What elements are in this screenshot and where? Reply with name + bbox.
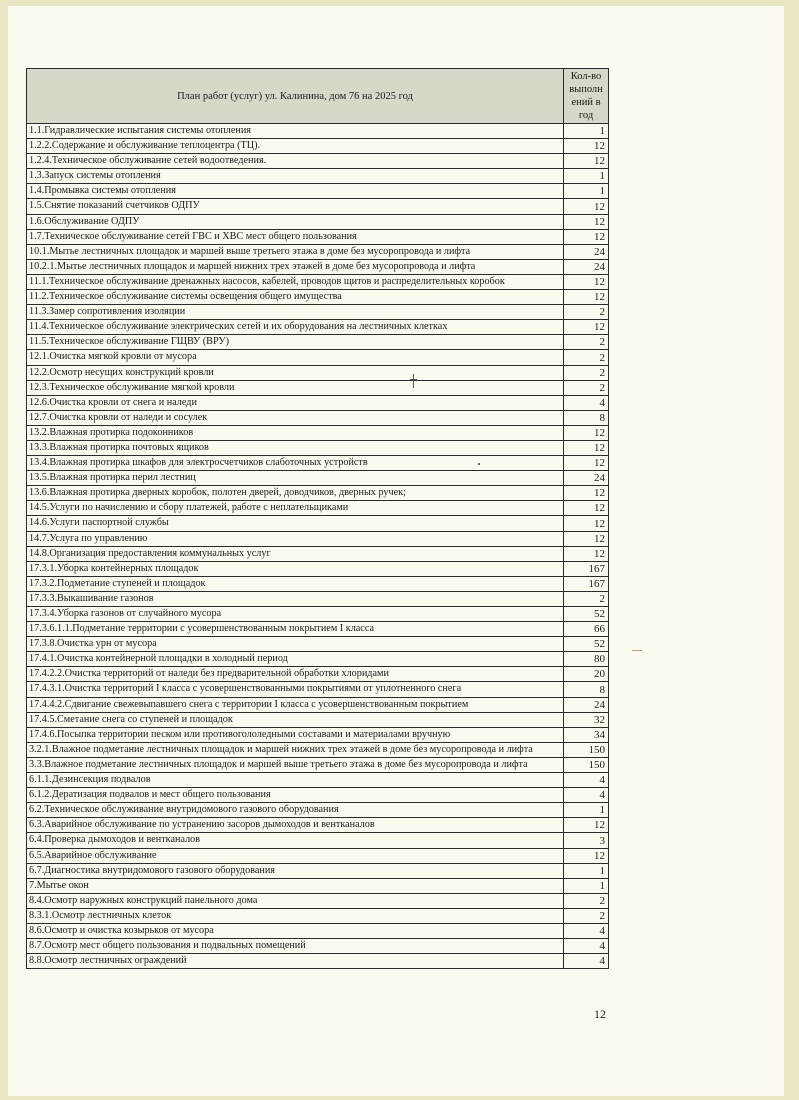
table-row	[27, 320, 609, 335]
work-item-count: 4	[564, 954, 609, 969]
work-item-count: 12	[564, 229, 609, 244]
work-item-name: 8.6.Осмотр и очистка козырьков от мусора	[27, 923, 564, 938]
table-row	[27, 667, 609, 682]
work-item-name: 12.1.Очистка мягкой кровли от мусора	[27, 350, 564, 365]
table-row	[27, 516, 609, 531]
page-number: 12	[594, 1007, 606, 1021]
work-item-count: 52	[564, 607, 609, 622]
work-item-name: 17.3.1.Уборка контейнерных площадок	[27, 561, 564, 576]
work-item-count: 150	[564, 742, 609, 757]
table-row	[27, 893, 609, 908]
work-item-name: 17.3.4.Уборка газонов от случайного мусора	[27, 607, 564, 622]
work-item-name: 10.1.Мытье лестничных площадок и маршей выше третьего этажа в доме без мусоропровода и лифта	[27, 244, 564, 259]
work-item-name: 17.4.4.2.Сдвигание свежевыпавшего снега с территории I класса с усовершенствованным покрытием	[27, 697, 564, 712]
work-item-name: 1.3.Запуск системы отопления	[27, 169, 564, 184]
work-item-name: 8.3.1.Осмотр лестничных клеток	[27, 908, 564, 923]
table-row	[27, 773, 609, 788]
table-header-row	[27, 69, 609, 124]
work-item-name: 11.5.Техническое обслуживание ГЩВУ (ВРУ)	[27, 335, 564, 350]
table-row	[27, 380, 609, 395]
work-item-name: 13.2.Влажная протирка подоконников	[27, 425, 564, 440]
table-row	[27, 637, 609, 652]
work-item-name: 1.2.2.Содержание и обслуживание теплоцентра (ТЦ).	[27, 139, 564, 154]
work-item-count: 4	[564, 923, 609, 938]
work-item-name: 14.7.Услуга по управлению	[27, 531, 564, 546]
table-row	[27, 652, 609, 667]
work-item-name: 6.5.Аварийное обслуживание	[27, 848, 564, 863]
work-item-name: 1.2.4.Техническое обслуживание сетей водоотведения.	[27, 154, 564, 169]
table-row	[27, 561, 609, 576]
work-item-count: 32	[564, 712, 609, 727]
work-item-name: 14.5.Услуги по начислению и сбору платежей, работе с неплательщиками	[27, 501, 564, 516]
work-item-name: 17.4.6.Посыпка территории песком или противогололедными составами и материалами вручную	[27, 727, 564, 742]
table-row	[27, 607, 609, 622]
work-item-count: 4	[564, 773, 609, 788]
work-item-count: 24	[564, 259, 609, 274]
work-item-count: 4	[564, 395, 609, 410]
work-item-count: 12	[564, 818, 609, 833]
table-row	[27, 425, 609, 440]
table-row	[27, 395, 609, 410]
table-row	[27, 939, 609, 954]
work-item-count: 12	[564, 848, 609, 863]
table-row	[27, 878, 609, 893]
table-row	[27, 229, 609, 244]
work-item-name: 1.7.Техническое обслуживание сетей ГВС и ХВС мест общего пользования	[27, 229, 564, 244]
table-row	[27, 923, 609, 938]
work-item-name: 17.3.6.1.1.Подметание территории с усовершенствованным покрытием I класса	[27, 622, 564, 637]
table-row	[27, 456, 609, 471]
table-row	[27, 410, 609, 425]
pen-mark	[413, 374, 414, 388]
work-item-count: 66	[564, 622, 609, 637]
work-item-name: 10.2.1.Мытье лестничных площадок и маршей нижних трех этажей в доме без мусоропровода и лифта	[27, 259, 564, 274]
scan-speck	[632, 650, 642, 651]
table-row	[27, 290, 609, 305]
table-row	[27, 833, 609, 848]
table-row	[27, 501, 609, 516]
work-item-count: 12	[564, 139, 609, 154]
work-item-count: 34	[564, 727, 609, 742]
work-item-count: 12	[564, 154, 609, 169]
work-item-count: 167	[564, 576, 609, 591]
work-item-count: 1	[564, 169, 609, 184]
work-item-name: 6.1.2.Дератизация подвалов и мест общего пользования	[27, 788, 564, 803]
table-row	[27, 199, 609, 214]
work-item-name: 8.7.Осмотр мест общего пользования и подвальных помещений	[27, 939, 564, 954]
work-item-count: 2	[564, 305, 609, 320]
work-item-count: 24	[564, 471, 609, 486]
work-item-count: 12	[564, 501, 609, 516]
work-item-count: 2	[564, 908, 609, 923]
table-row	[27, 848, 609, 863]
table-row	[27, 259, 609, 274]
work-item-count: 2	[564, 335, 609, 350]
table-row	[27, 124, 609, 139]
work-item-name: 1.5.Снятие показаний счетчиков ОДПУ	[27, 199, 564, 214]
work-item-name: 13.3.Влажная протирка почтовых ящиков	[27, 440, 564, 455]
work-item-name: 3.2.1.Влажное подметание лестничных площадок и маршей нижних трех этажей в доме без мусоропровода и лифта	[27, 742, 564, 757]
work-item-count: 4	[564, 939, 609, 954]
work-plan-table	[26, 68, 609, 969]
work-item-name: 14.6.Услуги паспортной службы	[27, 516, 564, 531]
work-item-count: 2	[564, 365, 609, 380]
work-item-name: 12.2.Осмотр несущих конструкций кровли	[27, 365, 564, 380]
work-item-name: 14.8.Организация предоставления коммунальных услуг	[27, 546, 564, 561]
work-item-count: 12	[564, 440, 609, 455]
table-row	[27, 440, 609, 455]
count-column-header: Кол-во выполн ений в год	[564, 69, 609, 124]
table-row	[27, 274, 609, 289]
work-item-name: 12.7.Очистка кровли от наледи и сосулек	[27, 410, 564, 425]
table-row	[27, 742, 609, 757]
table-row	[27, 546, 609, 561]
work-item-name: 6.3.Аварийное обслуживание по устранению засоров дымоходов и вентканалов	[27, 818, 564, 833]
work-item-name: 17.3.2.Подметание ступеней и площадок	[27, 576, 564, 591]
table-row	[27, 954, 609, 969]
table-row	[27, 712, 609, 727]
table-row	[27, 531, 609, 546]
work-item-name: 1.1.Гидравлические испытания системы отопления	[27, 124, 564, 139]
work-item-name: 13.6.Влажная протирка дверных коробок, полотен дверей, доводчиков, дверных ручек;	[27, 486, 564, 501]
table-row	[27, 908, 609, 923]
table-title: План работ (услуг) ул. Калинина, дом 76 на 2025 год	[27, 69, 564, 124]
work-item-count: 1	[564, 184, 609, 199]
work-item-name: 12.3.Техническое обслуживание мягкой кровли	[27, 380, 564, 395]
work-item-count: 12	[564, 486, 609, 501]
table-row	[27, 335, 609, 350]
table-row	[27, 154, 609, 169]
table-row	[27, 576, 609, 591]
work-item-name: 17.3.8.Очистка урн от мусора	[27, 637, 564, 652]
work-item-count: 24	[564, 244, 609, 259]
table-row	[27, 622, 609, 637]
table-row	[27, 214, 609, 229]
work-item-name: 12.6.Очистка кровли от снега и наледи	[27, 395, 564, 410]
work-item-count: 12	[564, 425, 609, 440]
work-item-name: 17.4.3.1.Очистка территорий I класса с усовершенствованными покрытиями от уплотненного снега	[27, 682, 564, 697]
table-row	[27, 139, 609, 154]
work-item-count: 4	[564, 788, 609, 803]
work-item-name: 1.4.Промывка системы отопления	[27, 184, 564, 199]
work-item-count: 12	[564, 456, 609, 471]
pen-mark	[410, 379, 417, 380]
work-item-count: 20	[564, 667, 609, 682]
work-item-name: 1.6.Обслуживание ОДПУ	[27, 214, 564, 229]
work-item-count: 8	[564, 410, 609, 425]
table-row	[27, 244, 609, 259]
work-item-name: 8.8.Осмотр лестничных ограждений	[27, 954, 564, 969]
work-item-name: 6.2.Техническое обслуживание внутридомового газового оборудования	[27, 803, 564, 818]
work-item-name: 11.4.Техническое обслуживание электрических сетей и их оборудования на лестничных клетках	[27, 320, 564, 335]
work-item-name: 17.3.3.Выкашивание газонов	[27, 591, 564, 606]
work-item-count: 3	[564, 833, 609, 848]
table-row	[27, 350, 609, 365]
work-item-name: 13.5.Влажная протирка перил лестниц	[27, 471, 564, 486]
work-item-count: 1	[564, 878, 609, 893]
work-item-name: 6.7.Диагностика внутридомового газового оборудования	[27, 863, 564, 878]
work-item-count: 2	[564, 350, 609, 365]
work-item-count: 12	[564, 199, 609, 214]
work-item-name: 3.3.Влажное подметание лестничных площадок и маршей выше третьего этажа в доме без мусоропровода и лифта	[27, 757, 564, 772]
work-item-count: 80	[564, 652, 609, 667]
work-item-name: 13.4.Влажная протирка шкафов для электросчетчиков слаботочных устройств	[27, 456, 564, 471]
scan-speck	[478, 463, 480, 465]
work-item-count: 12	[564, 274, 609, 289]
table-row	[27, 697, 609, 712]
work-item-count: 12	[564, 320, 609, 335]
work-item-count: 24	[564, 697, 609, 712]
work-item-count: 12	[564, 214, 609, 229]
work-item-count: 150	[564, 757, 609, 772]
work-item-count: 12	[564, 546, 609, 561]
table-row	[27, 486, 609, 501]
table-row	[27, 757, 609, 772]
table-row	[27, 591, 609, 606]
work-item-name: 11.2.Техническое обслуживание системы освещения общего имущества	[27, 290, 564, 305]
table-row	[27, 682, 609, 697]
table-row	[27, 365, 609, 380]
work-item-count: 52	[564, 637, 609, 652]
work-item-name: 17.4.2.2.Очистка территорий от наледи без предварительной обработки хлоридами	[27, 667, 564, 682]
work-item-name: 8.4.Осмотр наружных конструкций панельного дома	[27, 893, 564, 908]
table-row	[27, 169, 609, 184]
table-row	[27, 863, 609, 878]
work-item-count: 2	[564, 380, 609, 395]
table-row	[27, 471, 609, 486]
work-item-count: 1	[564, 803, 609, 818]
work-item-count: 8	[564, 682, 609, 697]
work-item-name: 11.1.Техническое обслуживание дренажных насосов, кабелей, проводов щитов и распределительных коробок	[27, 274, 564, 289]
work-item-count: 12	[564, 290, 609, 305]
work-item-name: 17.4.5.Сметание снега со ступеней и площадок	[27, 712, 564, 727]
work-item-count: 12	[564, 516, 609, 531]
work-item-name: 6.4.Проверка дымоходов и вентканалов	[27, 833, 564, 848]
table-row	[27, 788, 609, 803]
work-item-name: 11.3.Замер сопротивления изоляции	[27, 305, 564, 320]
work-item-count: 2	[564, 893, 609, 908]
work-item-name: 7.Мытье окон	[27, 878, 564, 893]
work-item-count: 1	[564, 863, 609, 878]
table-row	[27, 184, 609, 199]
work-item-name: 17.4.1.Очистка контейнерной площадки в холодный период	[27, 652, 564, 667]
work-item-name: 6.1.1.Дезинсекция подвалов	[27, 773, 564, 788]
work-item-count: 12	[564, 531, 609, 546]
table-row	[27, 803, 609, 818]
work-item-count: 1	[564, 124, 609, 139]
table-row	[27, 727, 609, 742]
table-row	[27, 305, 609, 320]
work-item-count: 2	[564, 591, 609, 606]
work-item-count: 167	[564, 561, 609, 576]
table-row	[27, 818, 609, 833]
